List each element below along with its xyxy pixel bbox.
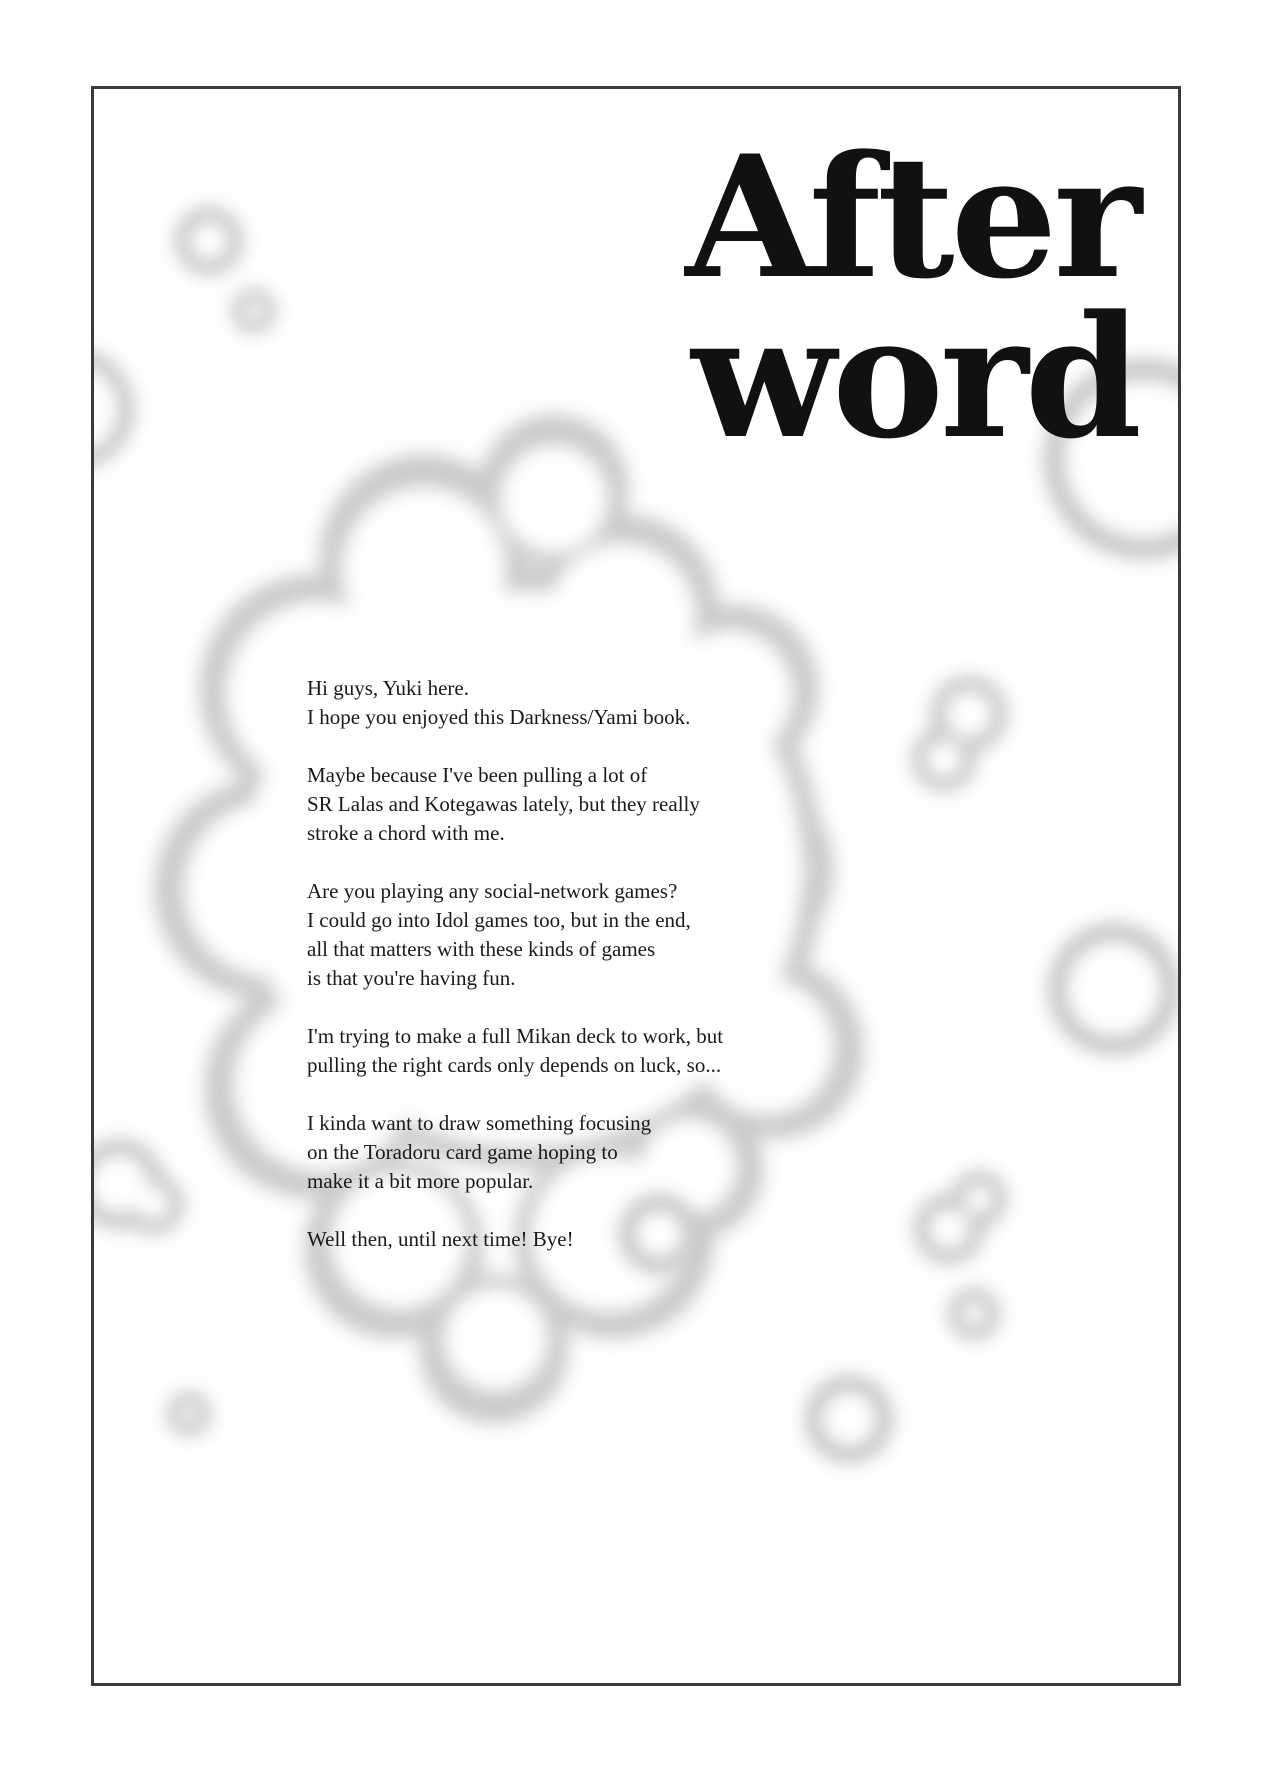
title-line: word [691, 278, 1138, 476]
text-line: Maybe because I've been pulling a lot of [307, 763, 648, 787]
paragraph [307, 1022, 807, 1080]
text-line: Well then, until next time! Bye! [307, 1227, 574, 1251]
text-line: Are you playing any social-network games? [307, 879, 678, 903]
text-line: I could go into Idol games too, but in the end, [307, 908, 691, 932]
paragraph [307, 877, 807, 993]
paragraph [307, 761, 807, 848]
text-line: all that matters with these kinds of games [307, 937, 656, 961]
afterword-message [307, 674, 807, 1283]
text-line: Hi guys, Yuki here. [307, 676, 469, 700]
text-line: pulling the right cards only depends on luck, so... [307, 1053, 722, 1077]
text-line: is that you're having fun. [307, 966, 516, 990]
text-line: SR Lalas and Kotegawas lately, but they really [307, 792, 700, 816]
paragraph [307, 674, 807, 732]
paragraph [307, 1109, 807, 1196]
page-title [685, 118, 1138, 476]
page-frame [91, 86, 1181, 1686]
text-line: I kinda want to draw something focusing [307, 1111, 652, 1135]
title-line: After [685, 118, 1138, 316]
text-line: stroke a chord with me. [307, 821, 505, 845]
text-line: I'm trying to make a full Mikan deck to work, but [307, 1024, 724, 1048]
paragraph [307, 1225, 807, 1254]
text-line: I hope you enjoyed this Darkness/Yami book. [307, 705, 691, 729]
text-line: make it a bit more popular. [307, 1169, 534, 1193]
text-line: on the Toradoru card game hoping to [307, 1140, 618, 1164]
